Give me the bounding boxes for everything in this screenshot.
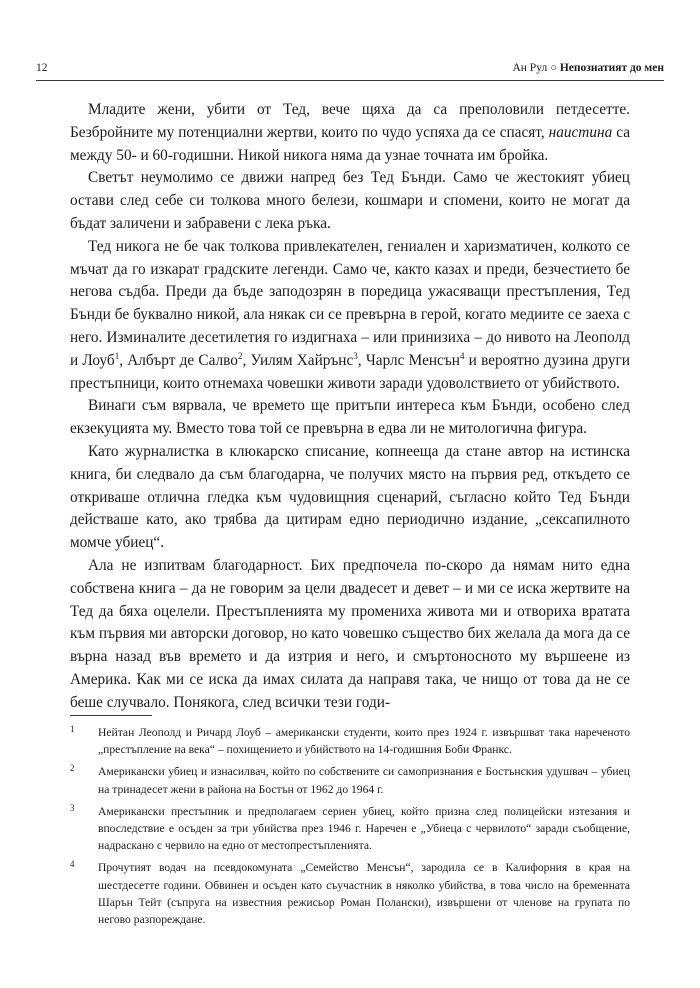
paragraph-3: Тед никога не бе чак толкова привлекателен, гениален и харизматичен, колкото се мъчат да го изкарат градските легенди. Само че, както казах и преди, безчестието бе негова съдба. Преди да бъде заподозрян в поредица ужасяващи престъпления, Тед Бънди бе буквално никой, ала някак си се превърна в герой, когато медиите се заеха с него. Изминалите десетилетия го издигнаха – или принизиха – до нивото на Леополд и Лоуб$^1$, Албърт де Салво$^2$, Уилям Хайрънс$^3$, Чарлс Менсън$^4$ и вероятно дузина други престъпници, които отнемаха човешки животи заради удоволствието от убийството. <box>70 237 630 392</box>
paragraph-6: Ала не изпитвам благодарност. Бих предпочела по-скоро да нямам нито една собствена книга – да не говорим за цели двадесет и девет – и ми се иска жертвите на Тед да бяха оцелели. Престъпленията му промениха живота ми и отвориха вратата към първия ми авторски договор, но като човешко същество бих желала да мога да се върна назад във времето и да изтрия и него, и смъртоносното му вършеене из Америка. Как ми се иска да имах силата да направя така, че нищо от това да не се беше случвало. Понякога, след всички тези годи- <box>70 556 630 711</box>
footnote-text: Американски престъпник и предполагаем сериен убиец, който призна след полицейски изтезания и впоследствие е осъден за три убийства през 1946 г. Наречен е „Убиеца с червилото“ заради съобщение, надраскано с червило на едно от местопрестъпленията. <box>98 804 630 853</box>
running-title <box>512 62 664 74</box>
footnote-divider <box>70 715 152 716</box>
footnotes <box>70 724 630 933</box>
circle-ornament-icon: ○ <box>550 62 557 74</box>
emphasis-text: наистина <box>548 123 613 141</box>
paragraph-4: Винаги съм вярвала, че времето ще притъпи интереса към Бънди, особено след екзекуцията му. Вместо това той се превърна в едва ли не митологична фигура. <box>70 397 630 438</box>
footnote-text: Нейтан Леополд и Ричард Лоуб – американски студенти, които през 1924 г. извършват така нареченото „престъпление на века“ – похищението и убийството на 14-годишния Боби Франкс. <box>98 726 630 757</box>
footnote-ref-4[interactable]: 4 <box>459 350 465 361</box>
footnote-number: 2 <box>70 763 75 774</box>
running-header <box>36 60 664 81</box>
footnote-text: Прочутият водач на псевдокомуната „Семейство Менсън“, зародила се в Калифорния в края на шестдесетте години. Обвинен и осъден като съучастник в няколко убийства, в това число на бременната Шарън Тейт (съпруга на известния режисьор Роман Полански), извършени от членове на групата по негово разпореждане. <box>98 861 630 927</box>
page-number: 12 <box>36 62 48 74</box>
footnote-2 <box>70 763 630 797</box>
footnote-number: 4 <box>70 859 75 870</box>
paragraph-2: Светът неумолимо се движи напред без Тед Бънди. Само че жестокият убиец остави след себе си толкова много белези, кошмари и спомени, които не могат да бъдат заличени и забравени с лека ръка. <box>70 169 630 232</box>
footnote-1 <box>70 724 630 758</box>
footnote-4 <box>70 859 630 928</box>
footnote-number: 1 <box>70 724 75 734</box>
footnote-text: Американски убиец и изнасилвач, който по собствените си самопризнания е Бостънския удушвач – убиец на тринадесет жени в района на Бостън от 1962 до 1964 г. <box>98 765 630 796</box>
footnote-3 <box>70 803 630 855</box>
footnote-ref-3[interactable]: 3 <box>353 350 358 361</box>
paragraph-5: Като журналистка в клюкарско списание, копнееща да стане автор на истинска книга, би следвало да съм благодарна, че получих място на първия ред, откъдето се откриваше отлична гледка към чудовищния сценарий, съгласно който Тед Бънди действаше като, ако трябва да цитирам едно периодично издание, „сексапилното момче убиец“. <box>70 442 630 552</box>
paragraph-1: Младите жени, убити от Тед, вече щяха да са преполовили петдесетте. Безбройните му потенциални жертви, които по чудо успяха да се спасят, наистина са между 50- и 60-годишни. Никой никога няма да узнае точната им бройка. <box>70 101 630 164</box>
running-title-book: Непознатият до мен <box>559 62 664 74</box>
footnote-ref-2[interactable]: 2 <box>237 350 243 361</box>
footnote-number: 3 <box>70 802 75 813</box>
running-title-author: Ан Рул <box>512 62 548 74</box>
footnote-ref-1[interactable]: 1 <box>114 350 120 361</box>
main-text <box>70 99 630 715</box>
